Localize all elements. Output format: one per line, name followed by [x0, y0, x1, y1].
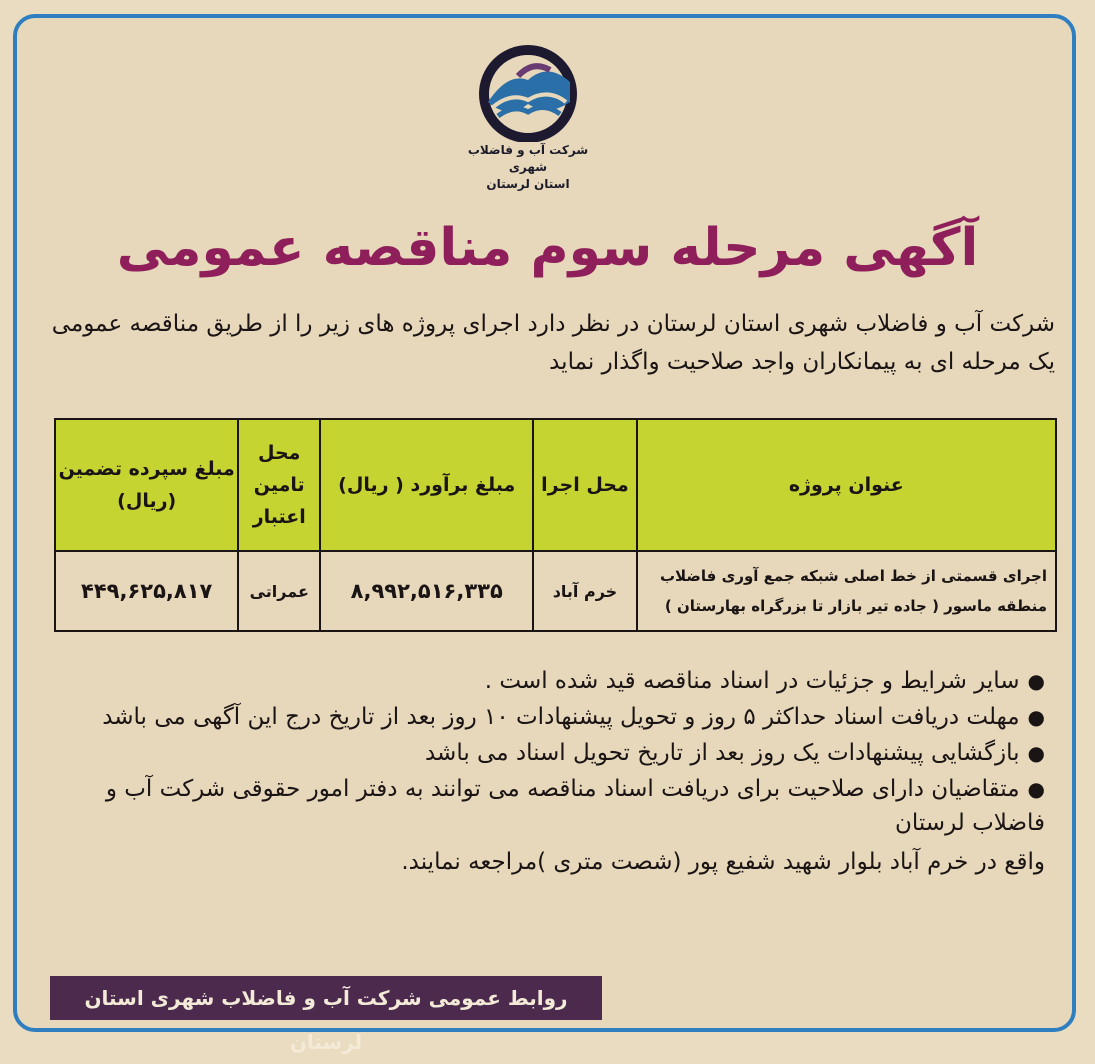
logo-line-1: شرکت آب و فاضلاب شهری	[467, 143, 589, 174]
table-header-row	[55, 419, 1056, 551]
header-guarantee: مبلغ سپرده تضمین (ریال)	[55, 419, 238, 551]
project-line-1: اجرای قسمتی از خط اصلی شبکه جمع آوری فاضلاب	[659, 567, 1047, 585]
bullet-icon: ●	[1027, 777, 1045, 801]
bullet-icon: ●	[1027, 669, 1045, 693]
list-item-text: متقاضیان دارای صلاحیت برای دریافت اسناد مناقصه می توانند به دفتر امور حقوقی شرکت آب و فاضلاب لرستان	[105, 776, 1045, 836]
bullet-icon: ●	[1027, 705, 1045, 729]
list-item	[45, 664, 1045, 698]
address-line: واقع در خرم آباد بلوار شهید شفیع پور (شصت متری )مراجعه نمایند.	[401, 849, 1045, 875]
cell-estimate: ۸,۹۹۲,۵۱۶,۳۳۵	[320, 551, 533, 631]
header-project: عنوان پروژه	[637, 419, 1056, 551]
list-item	[45, 700, 1045, 734]
cell-funding: عمراتی	[238, 551, 320, 631]
header-location: محل اجرا	[533, 419, 636, 551]
header-estimate: مبلغ برآورد ( ریال)	[320, 419, 533, 551]
tender-table	[54, 418, 1057, 632]
page-title: آگهی مرحله سوم مناقصه عمومی	[116, 218, 979, 278]
project-line-2: منطقه ماسور ( جاده تیر بازار تا بزرگراه بهارستان )	[664, 597, 1047, 615]
logo-line-2: استان لرستان	[486, 177, 570, 191]
company-logo	[464, 42, 592, 202]
list-item-text: مهلت دریافت اسناد حداکثر ۵ روز و تحویل پیشنهادات ۱۰ روز بعد از تاریخ درج این آگهی می باشد	[102, 704, 1020, 730]
cell-project	[637, 551, 1056, 631]
list-item-text: سایر شرایط و جزئیات در اسناد مناقصه قید شده است .	[484, 668, 1020, 694]
intro-paragraph: شرکت آب و فاضلاب شهری استان لرستان در نظر دارد اجرای پروژه های زیر را از طریق مناقصه عمومی یک مرحله ای به پیمانکاران واجد صلاحیت واگذار نماید	[51, 311, 1055, 375]
water-drop-logo-icon	[478, 42, 578, 142]
list-item	[45, 772, 1045, 840]
cell-location: خرم آباد	[533, 551, 636, 631]
bullet-icon: ●	[1027, 741, 1045, 765]
conditions-list	[45, 664, 1045, 882]
list-item-text: بازگشایی پیشنهادات یک روز بعد از تاریخ تحویل اسناد می باشد	[424, 740, 1020, 766]
table-row	[55, 551, 1056, 631]
list-item	[45, 736, 1045, 770]
cell-guarantee: ۴۴۹,۶۲۵,۸۱۷	[55, 551, 238, 631]
footer-banner: روابط عمومی شرکت آب و فاضلاب شهری استان لرستان	[50, 976, 602, 1020]
header-funding: محل تامین اعتبار	[238, 419, 320, 551]
